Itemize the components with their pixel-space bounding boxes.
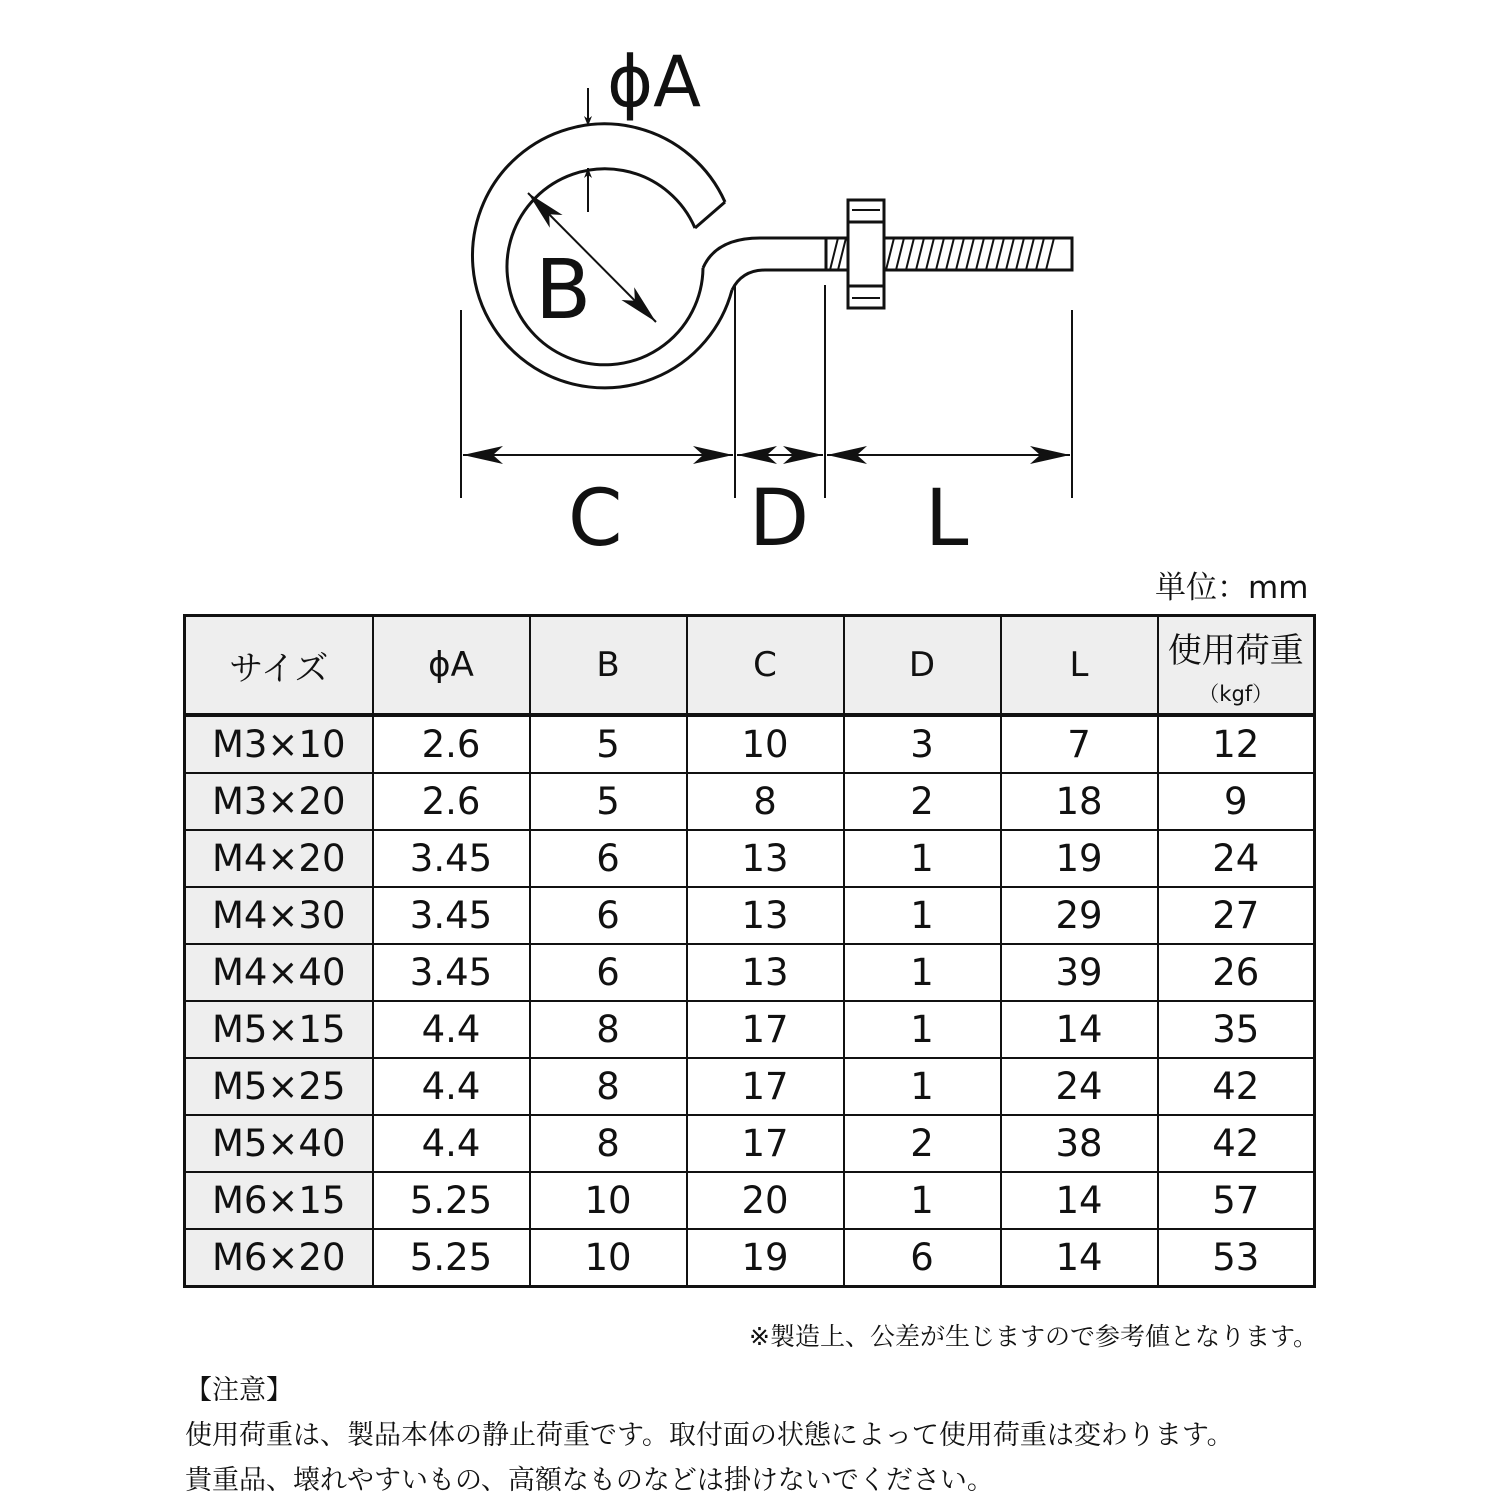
cell-d: 1 [844,1172,1001,1229]
label-d: D [749,474,810,560]
table-row [185,773,1315,830]
cell-d: 2 [844,1115,1001,1172]
cell-phi-a: 4.4 [373,1115,530,1172]
cell-size: M3×10 [185,715,373,773]
label-phi-a: ϕA [607,41,702,123]
cell-d: 1 [844,830,1001,887]
cell-c: 13 [687,944,844,1001]
cell-load: 27 [1158,887,1315,944]
table-row [185,1229,1315,1287]
cell-d: 3 [844,715,1001,773]
table-row [185,887,1315,944]
eye-screw-diagram [0,0,1500,560]
cell-c: 17 [687,1115,844,1172]
cell-l: 14 [1001,1229,1158,1287]
cell-l: 29 [1001,887,1158,944]
cell-size: M5×25 [185,1058,373,1115]
cell-c: 13 [687,887,844,944]
cell-l: 24 [1001,1058,1158,1115]
label-l: L [925,474,969,560]
header-d: D [844,616,1001,716]
cell-d: 1 [844,1058,1001,1115]
cell-c: 8 [687,773,844,830]
table-row [185,715,1315,773]
cell-phi-a: 5.25 [373,1172,530,1229]
label-b: B [535,243,592,338]
cell-phi-a: 3.45 [373,830,530,887]
cell-phi-a: 4.4 [373,1001,530,1058]
header-l: L [1001,616,1158,716]
cell-c: 17 [687,1058,844,1115]
cell-d: 6 [844,1229,1001,1287]
label-c: C [568,474,623,560]
cell-load: 42 [1158,1058,1315,1115]
cell-l: 39 [1001,944,1158,1001]
cell-b: 8 [530,1001,687,1058]
unit-note: 単位：mm [1155,570,1309,606]
cell-c: 10 [687,715,844,773]
cell-b: 5 [530,773,687,830]
cell-phi-a: 5.25 [373,1229,530,1287]
caution-heading: 【注意】 [185,1375,293,1406]
cell-b: 8 [530,1115,687,1172]
cell-phi-a: 2.6 [373,715,530,773]
caution-section [185,1368,1325,1503]
cell-load: 9 [1158,773,1315,830]
cell-size: M3×20 [185,773,373,830]
header-phi-a: ϕA [373,616,530,716]
cell-size: M4×20 [185,830,373,887]
cell-l: 38 [1001,1115,1158,1172]
cell-c: 13 [687,830,844,887]
cell-b: 5 [530,715,687,773]
cell-l: 19 [1001,830,1158,887]
cell-phi-a: 2.6 [373,773,530,830]
cell-load: 12 [1158,715,1315,773]
header-size: サイズ [185,616,373,716]
cell-size: M4×40 [185,944,373,1001]
cell-c: 17 [687,1001,844,1058]
table-header-row [185,616,1315,716]
cell-phi-a: 3.45 [373,944,530,1001]
cell-d: 2 [844,773,1001,830]
cell-phi-a: 4.4 [373,1058,530,1115]
header-load-unit: （kgf） [1198,681,1274,706]
cell-c: 19 [687,1229,844,1287]
cell-b: 10 [530,1229,687,1287]
table-row [185,1001,1315,1058]
cell-l: 14 [1001,1172,1158,1229]
cell-load: 57 [1158,1172,1315,1229]
header-c: C [687,616,844,716]
table-row [185,944,1315,1001]
cell-b: 6 [530,887,687,944]
cell-b: 10 [530,1172,687,1229]
table-row [185,1058,1315,1115]
cell-size: M5×15 [185,1001,373,1058]
spec-table [183,614,1316,1288]
cell-load: 42 [1158,1115,1315,1172]
cell-l: 7 [1001,715,1158,773]
cell-d: 1 [844,1001,1001,1058]
cell-c: 20 [687,1172,844,1229]
header-b: B [530,616,687,716]
hex-collar [848,200,884,308]
cell-size: M6×15 [185,1172,373,1229]
tolerance-note: ※製造上、公差が生じますので参考値となります。 [749,1322,1318,1351]
eye-ring [472,124,826,388]
cell-load: 24 [1158,830,1315,887]
header-load-label: 使用荷重 [1167,630,1304,671]
cell-b: 6 [530,944,687,1001]
cell-d: 1 [844,944,1001,1001]
table-row [185,1172,1315,1229]
table-row [185,830,1315,887]
header-load [1158,616,1315,716]
cell-load: 26 [1158,944,1315,1001]
cell-phi-a: 3.45 [373,887,530,944]
cell-b: 8 [530,1058,687,1115]
cell-b: 6 [530,830,687,887]
cell-size: M6×20 [185,1229,373,1287]
cell-d: 1 [844,887,1001,944]
cell-l: 14 [1001,1001,1158,1058]
cell-load: 35 [1158,1001,1315,1058]
caution-line-2: 貴重品、壊れやすいもの、高額なものなどは掛けないでください。 [185,1465,994,1496]
cell-l: 18 [1001,773,1158,830]
cell-size: M5×40 [185,1115,373,1172]
cell-load: 53 [1158,1229,1315,1287]
caution-line-1: 使用荷重は、製品本体の静止荷重です。取付面の状態によって使用荷重は変わります。 [185,1420,1234,1451]
table-row [185,1115,1315,1172]
cell-size: M4×30 [185,887,373,944]
